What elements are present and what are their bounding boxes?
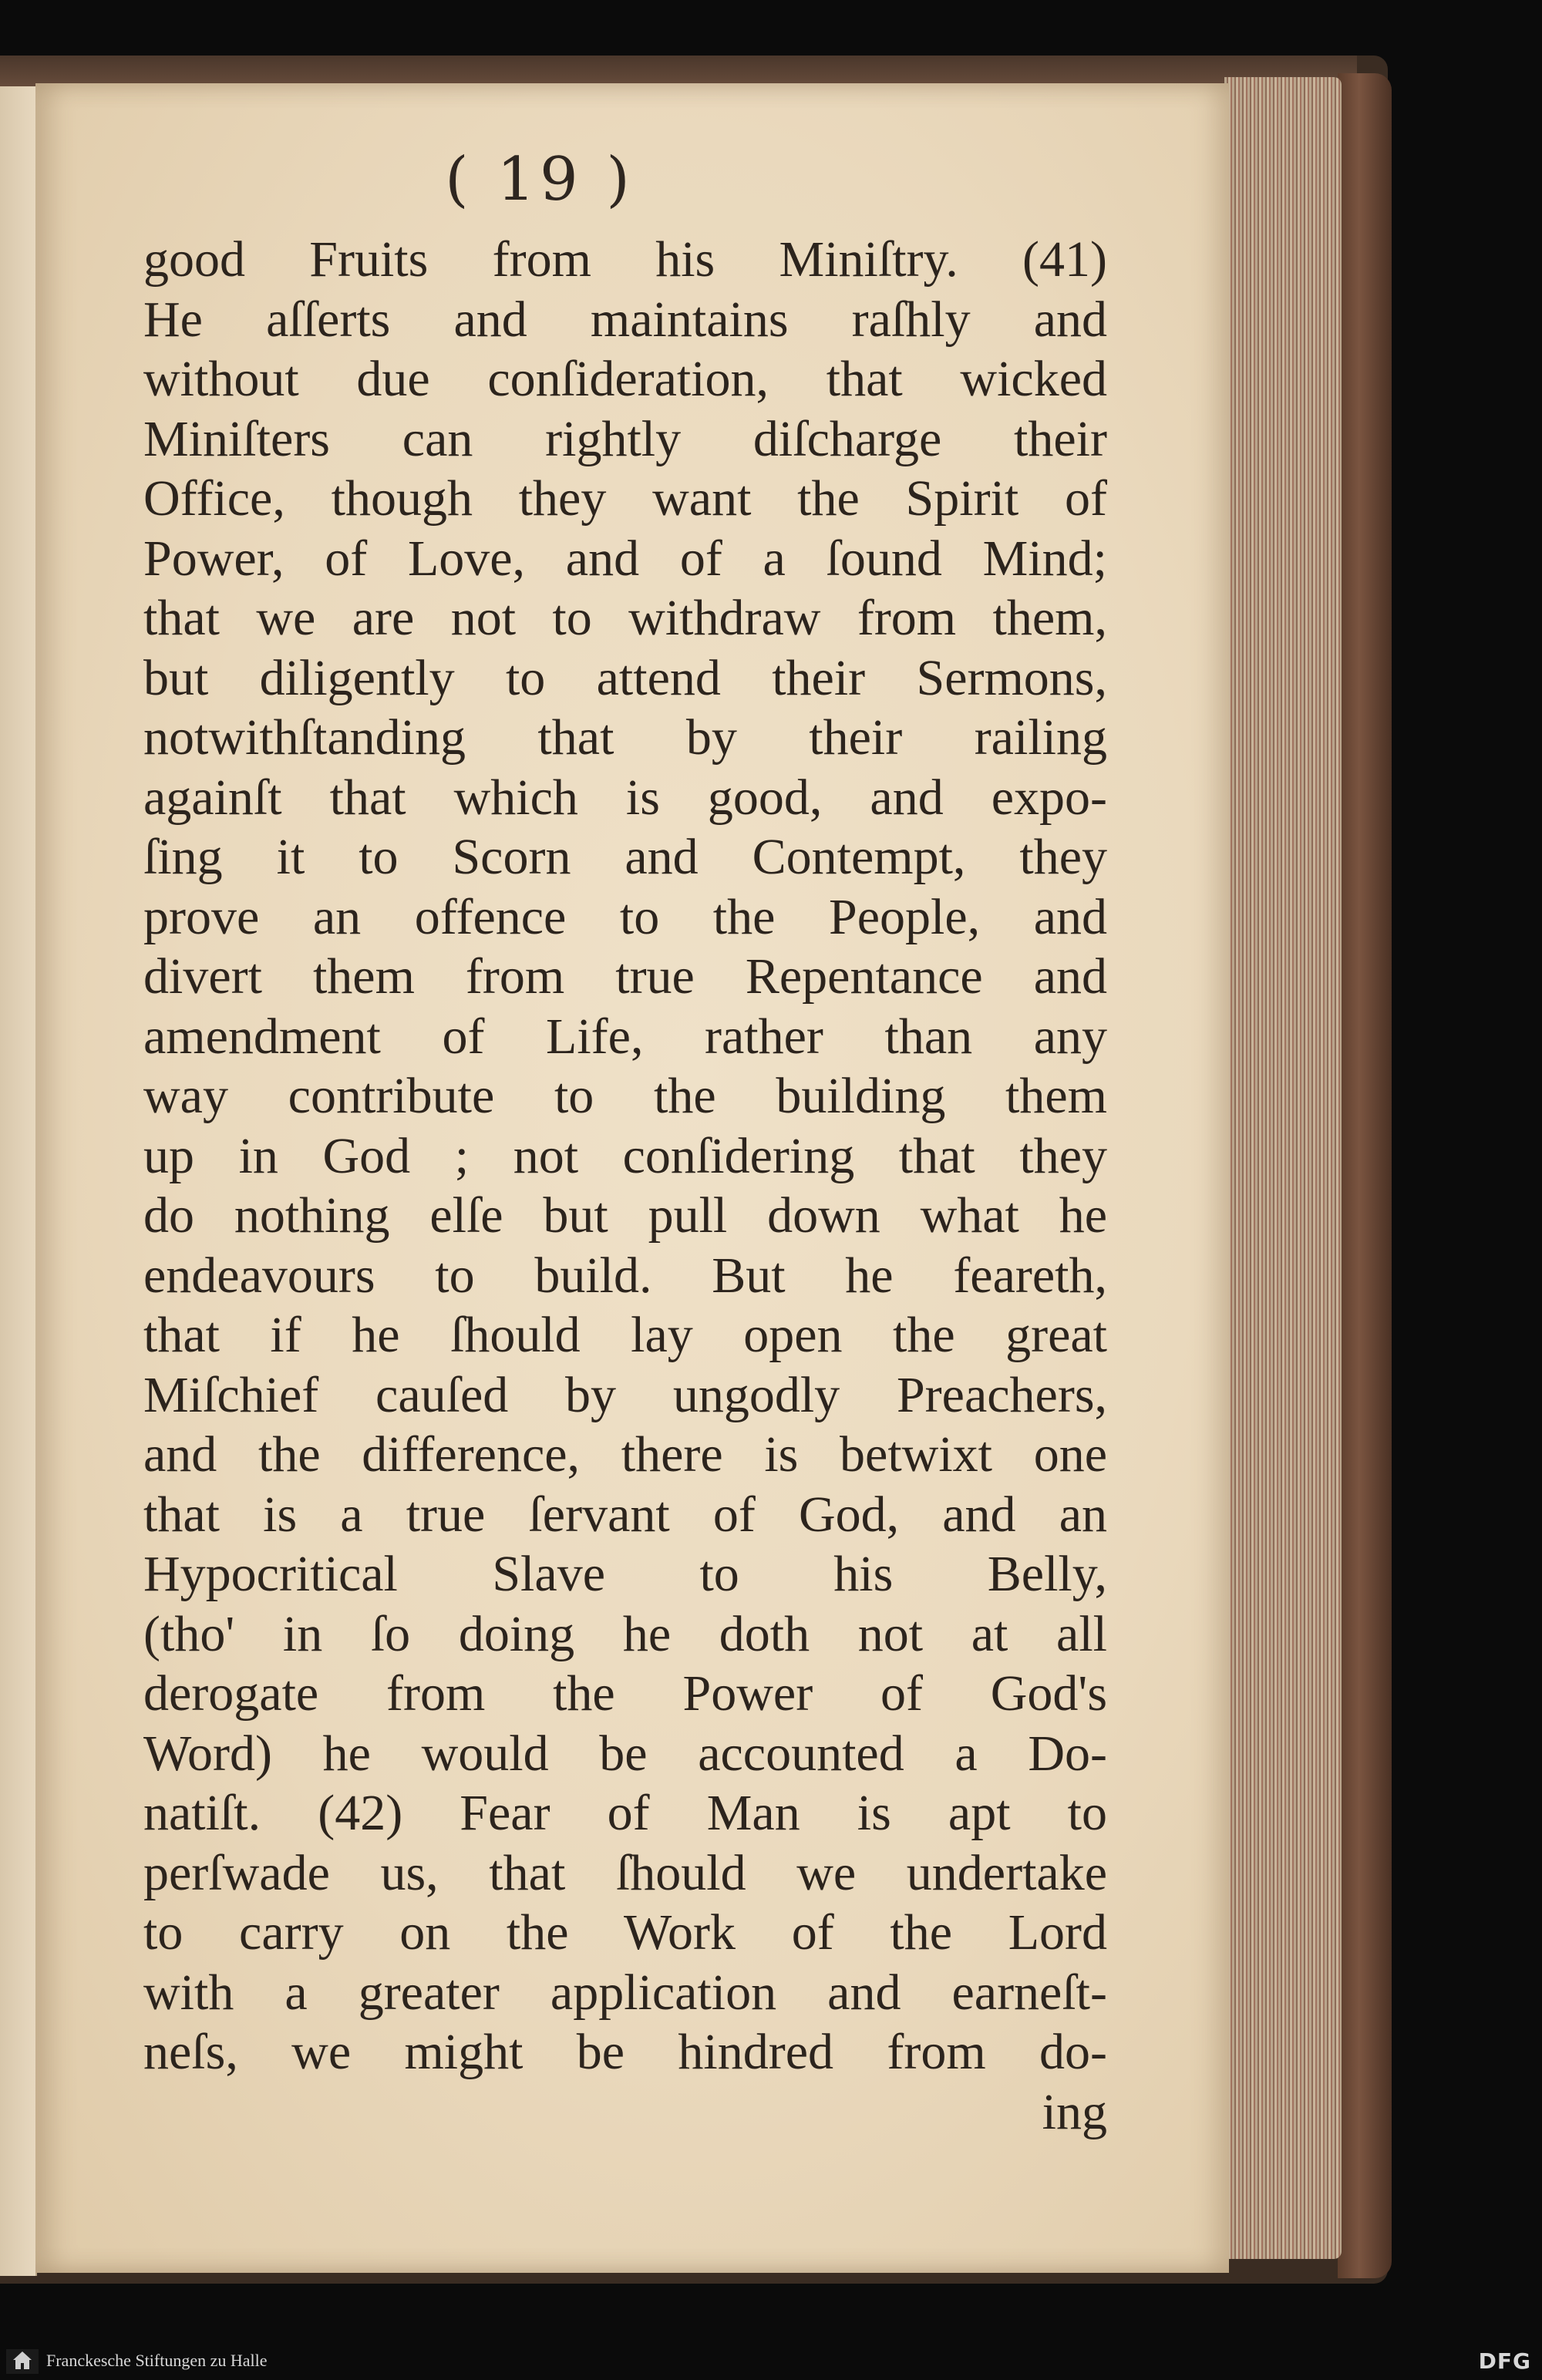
text-line: endeavours to build. But he feareth, (143, 1247, 1107, 1304)
text-line: notwithſtanding that by their railing (143, 709, 1107, 766)
text-line: that we are not to withdraw from them, (143, 590, 1107, 646)
footer-bar (0, 2341, 1542, 2380)
text-line: with a greater application and earneſt- (143, 1964, 1107, 2021)
text-line: Power, of Love, and of a ſound Mind; (143, 530, 1107, 587)
institution-logo-icon (6, 2349, 39, 2374)
text-line: amendment of Life, rather than any (143, 1008, 1107, 1065)
text-line: good Fruits from his Miniſtry. (41) (143, 231, 1107, 288)
text-line: prove an offence to the People, and (143, 888, 1107, 945)
text-line: Word) he would be accounted a Do- (143, 1725, 1107, 1782)
book-page (35, 83, 1229, 2273)
text-line: way contribute to the building them (143, 1068, 1107, 1124)
text-line: againſt that which is good, and expo- (143, 769, 1107, 826)
text-line: that is a true ſervant of God, and an (143, 1486, 1107, 1543)
text-line: ſing it to Scorn and Contempt, they (143, 829, 1107, 885)
text-line: Hypocritical Slave to his Belly, (143, 1546, 1107, 1602)
page-text (143, 230, 1107, 2142)
institution-name: Franckesche Stiftungen zu Halle (46, 2351, 268, 2370)
text-line: Miſchief cauſed by ungodly Preachers, (143, 1366, 1107, 1423)
text-line: Miniſters can rightly diſcharge their (143, 410, 1107, 467)
page-block-edges (1224, 77, 1342, 2259)
facing-page-edge (0, 86, 37, 2276)
text-line: divert them from true Repentance and (143, 948, 1107, 1005)
text-line: to carry on the Work of the Lord (143, 1904, 1107, 1961)
text-line: and the difference, there is betwixt one (143, 1426, 1107, 1483)
text-line: but diligently to attend their Sermons, (143, 649, 1107, 706)
book-cover-right-edge (1338, 73, 1392, 2278)
page-number: ( 19 ) (445, 145, 635, 214)
text-line: up in God ; not conſidering that they (143, 1127, 1107, 1184)
text-line: neſs, we might be hindred from do- (143, 2024, 1107, 2080)
text-line: do nothing elſe but pull down what he (143, 1187, 1107, 1244)
text-line: derogate from the Power of God's (143, 1665, 1107, 1722)
text-line: (tho' in ſo doing he doth not at all (143, 1605, 1107, 1662)
text-line: Office, though they want the Spirit of (143, 470, 1107, 527)
catchword: ing (1042, 2083, 1107, 2140)
text-line: He aſſerts and maintains raſhly and (143, 291, 1107, 348)
dfg-logo: DFG (1478, 2348, 1531, 2374)
text-line: natiſt. (42) Fear of Man is apt to (143, 1785, 1107, 1841)
text-line: that if he ſhould lay open the great (143, 1307, 1107, 1363)
text-line: perſwade us, that ſhould we undertake (143, 1844, 1107, 1901)
text-line: without due conſideration, that wicked (143, 351, 1107, 407)
